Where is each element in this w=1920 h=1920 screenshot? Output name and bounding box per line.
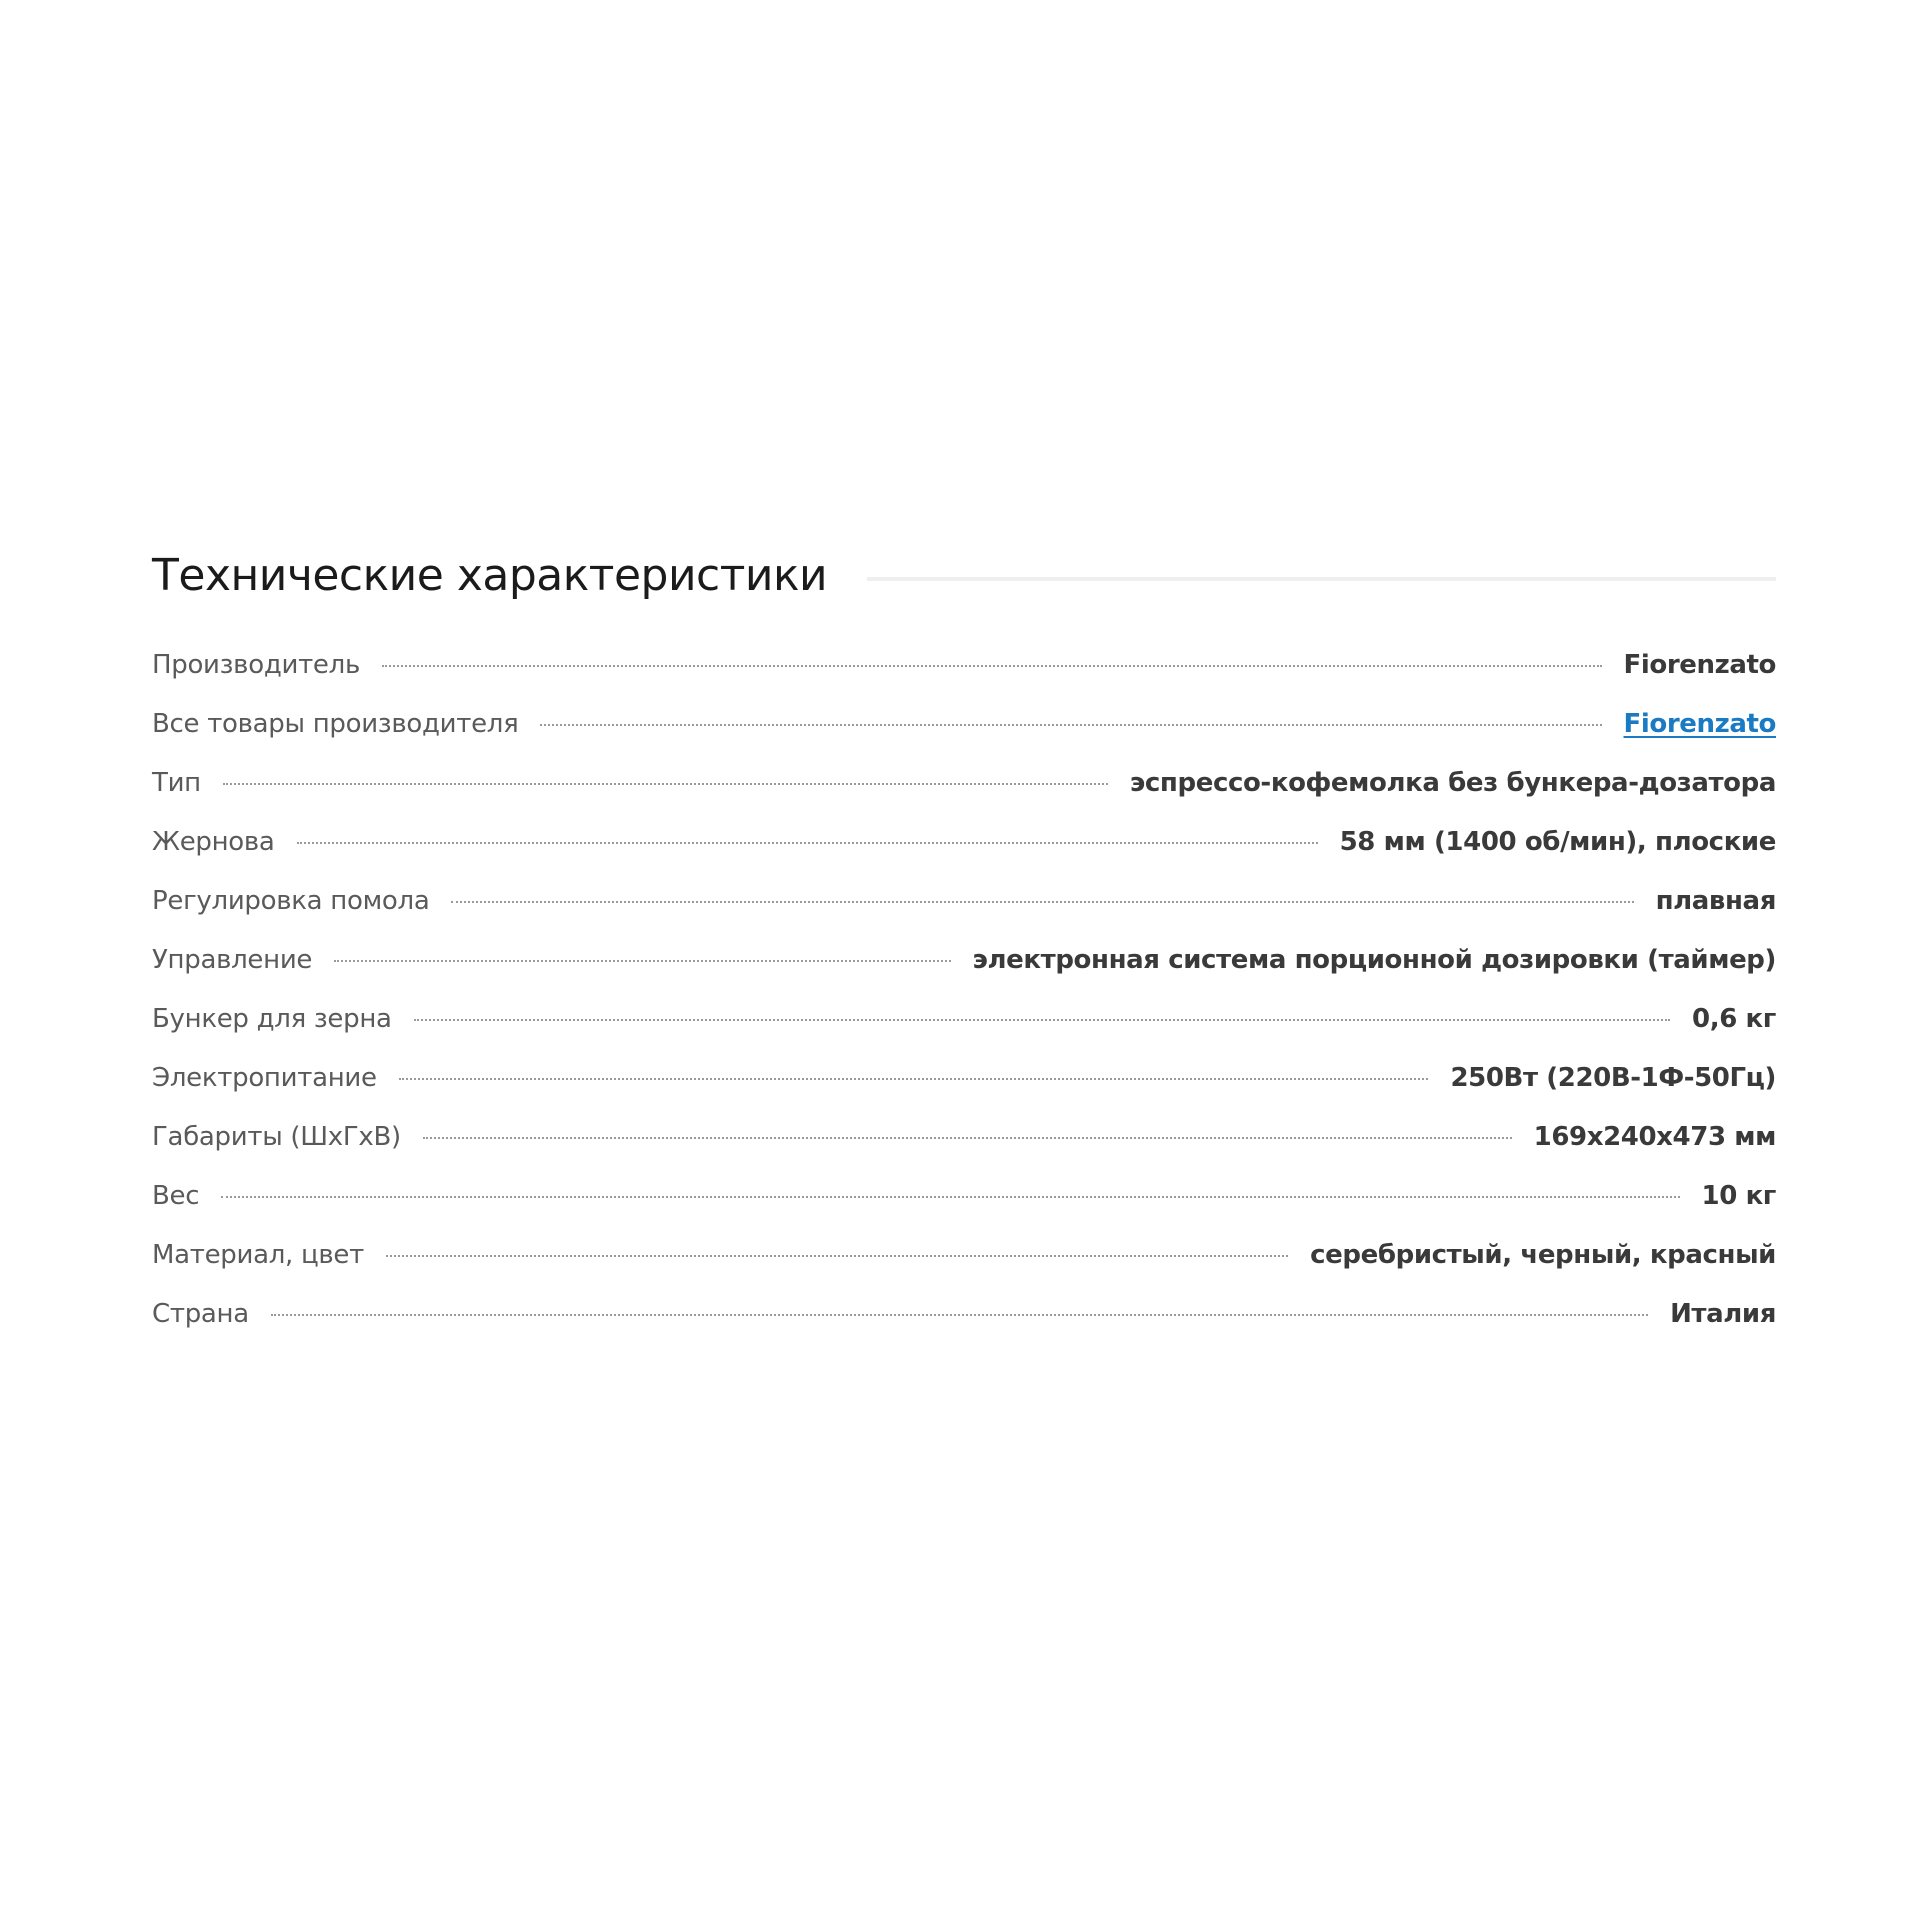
spec-row-material-color <box>152 1226 1776 1285</box>
technical-specifications <box>152 540 1776 1344</box>
spec-label: Бункер для зерна <box>152 1004 392 1034</box>
spec-row-burrs <box>152 813 1776 872</box>
dotted-leader <box>334 960 950 962</box>
dotted-leader <box>540 724 1601 726</box>
dotted-leader <box>382 665 1602 667</box>
spec-value: 169x240x473 мм <box>1533 1122 1776 1152</box>
spec-row-all-manufacturer-products <box>152 695 1776 754</box>
spec-label: Страна <box>152 1299 249 1329</box>
spec-value: эспрессо-кофемолка без бункера-дозатора <box>1129 768 1776 798</box>
spec-row-type <box>152 754 1776 813</box>
spec-label: Тип <box>152 768 201 798</box>
spec-label: Производитель <box>152 650 360 680</box>
spec-label: Управление <box>152 945 313 975</box>
spec-row-power <box>152 1049 1776 1108</box>
spec-row-dimensions <box>152 1108 1776 1167</box>
spec-row-control <box>152 931 1776 990</box>
specs-header <box>152 540 1776 612</box>
spec-label: Габариты (ШхГхВ) <box>152 1122 401 1152</box>
spec-value: 58 мм (1400 об/мин), плоские <box>1339 827 1776 857</box>
spec-row-manufacturer <box>152 636 1776 695</box>
dotted-leader <box>271 1314 1648 1316</box>
spec-label: Вес <box>152 1181 200 1211</box>
dotted-leader <box>414 1019 1670 1021</box>
dotted-leader <box>223 783 1108 785</box>
spec-value: плавная <box>1655 886 1776 916</box>
spec-row-grind-adjustment <box>152 872 1776 931</box>
manufacturer-link[interactable]: Fiorenzato <box>1623 709 1776 739</box>
spec-value: Fiorenzato <box>1623 650 1776 680</box>
spec-value: электронная система порционной дозировки (таймер) <box>972 945 1776 975</box>
spec-label: Все товары производителя <box>152 709 519 739</box>
spec-value: 10 кг <box>1701 1181 1776 1211</box>
spec-label: Жернова <box>152 827 275 857</box>
section-title: Технические характеристики <box>152 550 828 601</box>
dotted-leader <box>423 1137 1512 1139</box>
spec-value: 250Вт (220В-1Ф-50Гц) <box>1450 1063 1776 1093</box>
dotted-leader <box>221 1196 1679 1198</box>
dotted-leader <box>297 842 1318 844</box>
title-divider <box>867 577 1776 581</box>
spec-label: Материал, цвет <box>152 1240 364 1270</box>
dotted-leader <box>386 1255 1288 1257</box>
spec-value <box>1624 695 1776 754</box>
spec-list <box>152 636 1776 1344</box>
spec-label: Электропитание <box>152 1063 377 1093</box>
spec-row-bean-hopper <box>152 990 1776 1049</box>
spec-row-weight <box>152 1167 1776 1226</box>
spec-value: Италия <box>1670 1299 1776 1329</box>
spec-label: Регулировка помола <box>152 886 430 916</box>
dotted-leader <box>399 1078 1429 1080</box>
dotted-leader <box>451 901 1633 903</box>
spec-value: 0,6 кг <box>1692 1004 1776 1034</box>
spec-row-country <box>152 1285 1776 1344</box>
spec-value: серебристый, черный, красный <box>1310 1240 1776 1270</box>
